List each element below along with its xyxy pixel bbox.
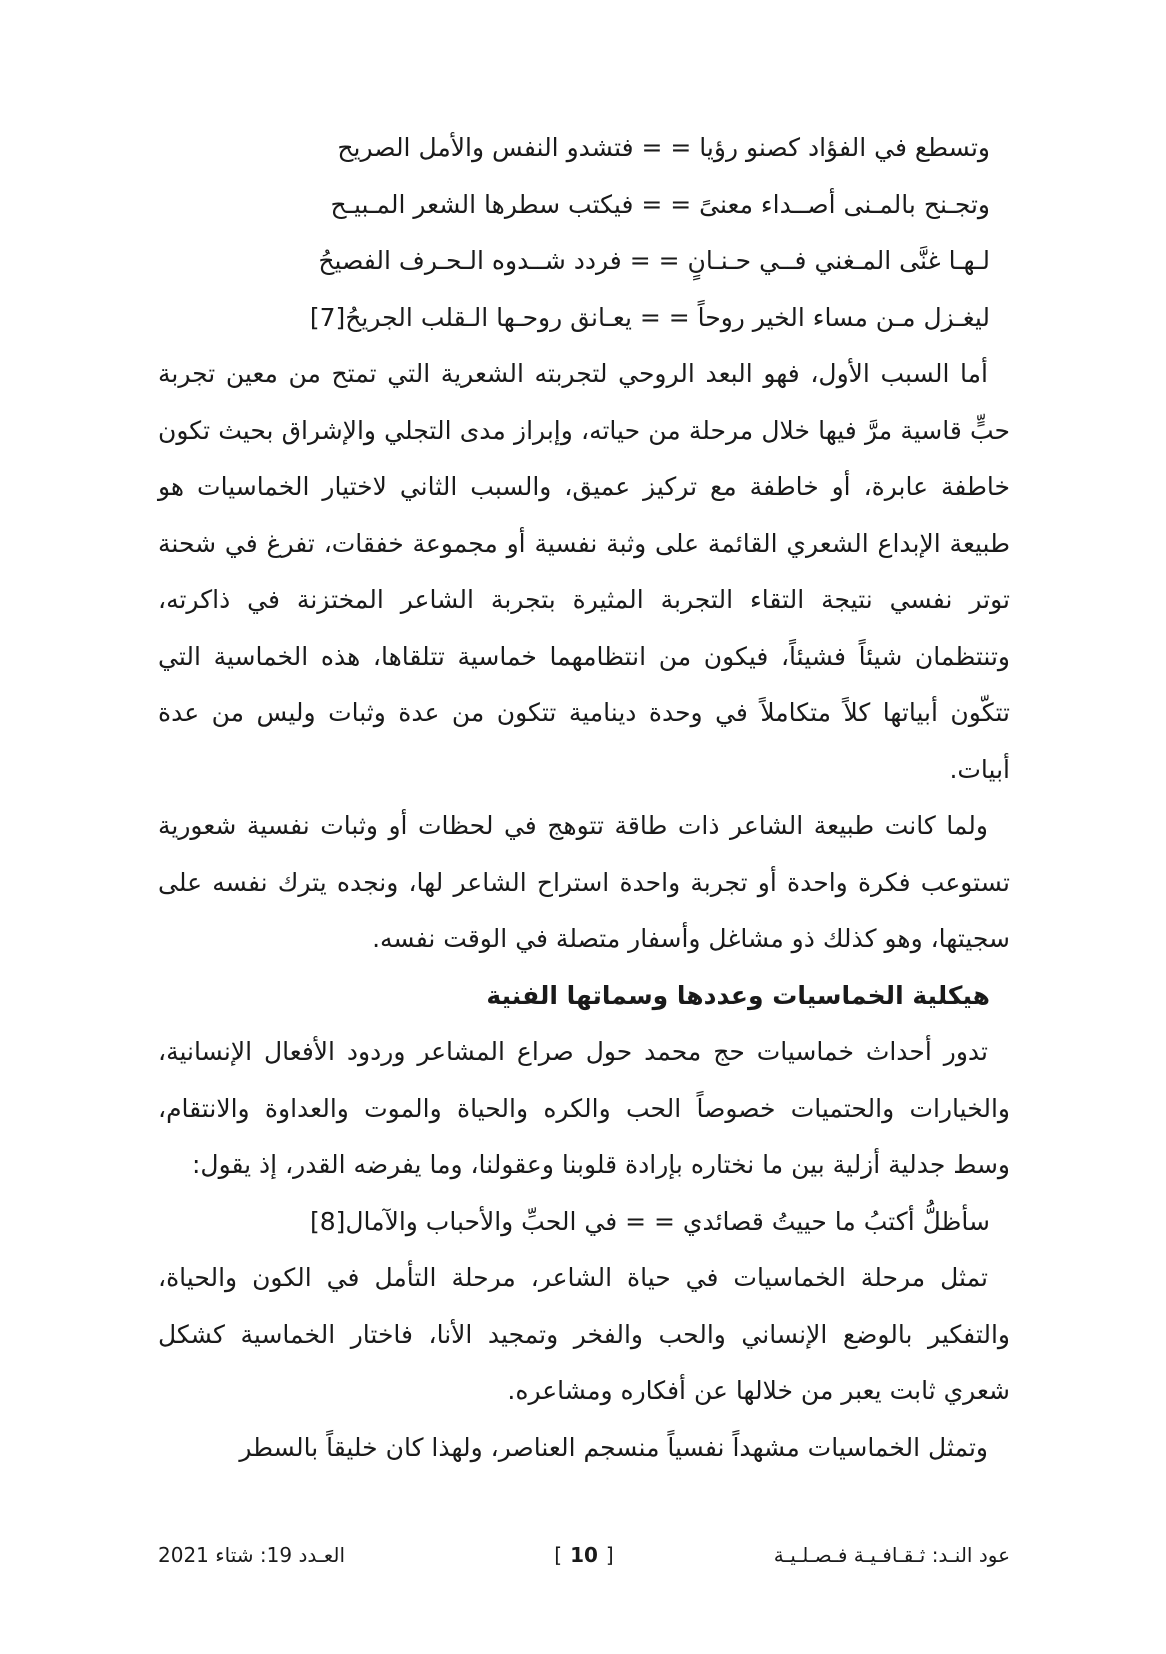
page-number-bracket-close: ] bbox=[605, 1543, 614, 1567]
body-paragraph: وتمثل الخماسيات مشهداً نفسياً منسجم العناصر، ولهذا كان خليقاً بالسطر bbox=[239, 1432, 988, 1462]
poem-verse: وتجـنح بالمـنى أصــداء معنىً = = فيكتب سطرها الشعر المـبيـح bbox=[330, 189, 990, 219]
poem-verse: ليغـزل مـن مساء الخير روحاً = = يعـانق روحـها الـقلب الجريحُ[7] bbox=[309, 302, 990, 332]
body-paragraph: تدور أحداث خماسيات حج محمد حول صراع المشاعر وردود الأفعال الإنسانية، والخيارات والحتميات خصوصاً الحب والكره والحياة والموت والعداوة والانتقام، وسط جدلية أزلية بين ما نختاره بإرادة قلوبنا وعقولنا، وما يفرضه القدر، إذ يقول: bbox=[158, 1037, 1010, 1179]
poem-verse: لـهـا غنَّى المـغني فــي حـنـانٍ = = فردد شــدوه الـحـرف الفصيحُ bbox=[318, 246, 990, 275]
journal-title: عود النـد: ثـقـافـيـة فـصـلـيـة bbox=[773, 1543, 1010, 1567]
section-heading: هيكلية الخماسيات وعددها وسماتها الفنية bbox=[486, 980, 990, 1010]
poem-verse: سأظلُّ أكتبُ ما حييتُ قصائدي = = في الحبِّ والأحباب والآمال[8] bbox=[309, 1206, 990, 1236]
page-footer bbox=[158, 1535, 1010, 1575]
body-paragraph: ولما كانت طبيعة الشاعر ذات طاقة تتوهج في لحظات أو وثبات نفسية شعورية تستوعب فكرة واحدة أو تجربة واحدة استراح الشاعر لها، ونجده يترك نفسه على سجيتها، وهو كذلك ذو مشاغل وأسفار متصلة في الوقت نفسه. bbox=[158, 811, 1010, 953]
poem-verse: وتسطع في الفؤاد كصنو رؤيا = = فتشدو النفس والأمل الصريح bbox=[337, 133, 990, 162]
body-paragraph: تمثل مرحلة الخماسيات في حياة الشاعر، مرحلة التأمل في الكون والحياة، والتفكير بالوضع الإنساني والحب والفخر وتمجيد الأنا، فاختار الخماسية كشكل شعري ثابت يعبر من خلالها عن أفكاره ومشاعره. bbox=[158, 1263, 1010, 1405]
body-paragraph: أما السبب الأول، فهو البعد الروحي لتجربته الشعرية التي تمتح من معين تجربة حبٍّ قاسية مرَّ فيها خلال مرحلة من حياته، وإبراز مدى التجلي والإشراق بحيث تكون خاطفة عابرة، أو خاطفة مع تركيز عميق، والسبب الثاني لاختيار الخماسيات هو طبيعة الإبداع الشعري القائمة على وثبة نفسية أو مجموعة خفقات، تفرغ في شحنة توتر نفسي نتيجة التقاء التجربة المثيرة بتجربة الشاعر المختزنة في ذاكرته، وتنتظمان شيئاً فشيئاً، فيكون من انتظامهما خماسية تتلقاها، هذه الخماسية التي تتكّون أبياتها كلاً متكاملاً في وحدة دينامية تتكون من عدة وثبات وليس من عدة أبيات. bbox=[158, 359, 1010, 784]
page-number-bracket-open: [ bbox=[554, 1543, 563, 1567]
issue-info: العـدد 19: شتاء 2021 bbox=[158, 1543, 346, 1567]
article-body bbox=[158, 120, 1010, 1476]
page-number-value: 10 bbox=[570, 1543, 598, 1567]
page-number bbox=[554, 1535, 613, 1575]
